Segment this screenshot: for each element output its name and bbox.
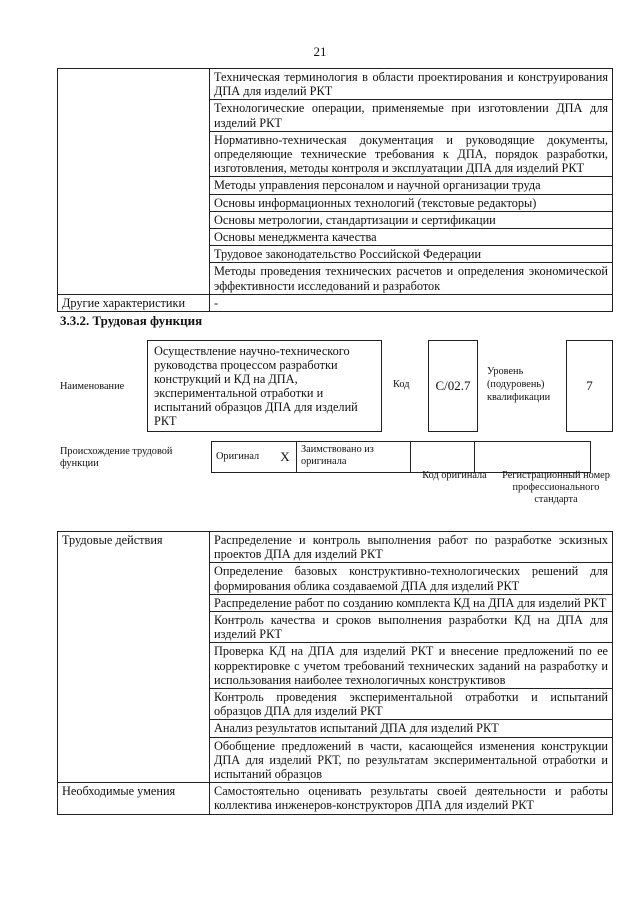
original-label: Оригинал bbox=[212, 442, 275, 473]
skill-item: Самостоятельно оценивать результаты своей деятельности и работы коллектива инженеров-конструкторов ДПА для изделий РКТ bbox=[210, 783, 613, 814]
original-code-cell bbox=[411, 442, 475, 473]
action-item: Обобщение предложений в части, касающейся изменения конструкции ДПА для изделий РКТ, по результатам экспериментальной отработки и испытаний образцов bbox=[210, 737, 613, 783]
labor-actions-table bbox=[57, 531, 613, 815]
level-box: 7 bbox=[566, 340, 613, 432]
original-mark: X bbox=[274, 442, 297, 473]
knowledge-item: Технологические операции, применяемые при изготовлении ДПА для изделий РКТ bbox=[210, 100, 613, 131]
other-characteristics-label: Другие характеристики bbox=[58, 294, 210, 311]
registration-number-cell bbox=[475, 442, 591, 473]
original-code-caption: Код оригинала bbox=[422, 470, 487, 481]
action-item: Определение базовых конструктивно-технологических решений для формирования облика создаваемой ДПА для изделий РКТ bbox=[210, 563, 613, 594]
knowledge-table bbox=[57, 68, 613, 312]
action-item: Контроль проведения экспериментальной отработки и испытаний образцов ДПА для изделий РКТ bbox=[210, 689, 613, 720]
function-name-box: Осуществление научно-технического руководства процессом разработки конструкций и КД на ДПА, экспериментальной отработки и испытаний образцов ДПА для изделий РКТ bbox=[147, 340, 382, 432]
knowledge-label-cell bbox=[58, 69, 210, 295]
knowledge-item: Нормативно-техническая документация и руководящие документы, определяющие технические требования к ДПА, порядок разработки, изготовления, методы контроля и эксплуатации ДПА для изделий РКТ bbox=[210, 131, 613, 177]
other-characteristics-value: - bbox=[210, 294, 613, 311]
knowledge-item: Трудовое законодательство Российской Федерации bbox=[210, 246, 613, 263]
action-item: Анализ результатов испытаний ДПА для изделий РКТ bbox=[210, 720, 613, 737]
borrowed-label: Заимствовано из оригинала bbox=[297, 442, 411, 473]
skills-label: Необходимые умения bbox=[58, 783, 210, 814]
knowledge-item: Методы проведения технических расчетов и определения экономической эффективности исследований и разработок bbox=[210, 263, 613, 294]
action-item: Распределение и контроль выполнения работ по разработке эскизных проектов ДПА для изделий РКТ bbox=[210, 532, 613, 563]
action-item: Распределение работ по созданию комплекта КД на ДПА для изделий РКТ bbox=[210, 594, 613, 611]
code-box: С/02.7 bbox=[428, 340, 478, 432]
knowledge-item: Техническая терминология в области проектирования и конструирования ДПА для изделий РКТ bbox=[210, 69, 613, 100]
origin-label: Происхождение трудовой функции bbox=[60, 446, 173, 469]
section-title: 3.3.2. Трудовая функция bbox=[60, 313, 203, 328]
code-label: Код bbox=[393, 379, 410, 390]
knowledge-item: Методы управления персоналом и научной организации труда bbox=[210, 177, 613, 194]
action-item: Проверка КД на ДПА для изделий РКТ и внесение предложений по ее корректировке с учетом требований технических заданий на разработку и использования наиболее технологичных конструктивов bbox=[210, 643, 613, 689]
name-label: Наименование bbox=[60, 381, 125, 392]
knowledge-item: Основы метрологии, стандартизации и сертификации bbox=[210, 211, 613, 228]
actions-label: Трудовые действия bbox=[58, 532, 210, 783]
knowledge-item: Основы менеджмента качества bbox=[210, 229, 613, 246]
page-number: 21 bbox=[313, 44, 327, 59]
action-item: Контроль качества и сроков выполнения разработки КД на ДПА для изделий РКТ bbox=[210, 612, 613, 643]
knowledge-item: Основы информационных технологий (текстовые редакторы) bbox=[210, 194, 613, 211]
origin-table bbox=[211, 441, 591, 473]
registration-caption: Регистрационный номер профессионального стандарта bbox=[502, 470, 610, 505]
level-label: Уровень (подуровень) квалификации bbox=[487, 366, 551, 403]
